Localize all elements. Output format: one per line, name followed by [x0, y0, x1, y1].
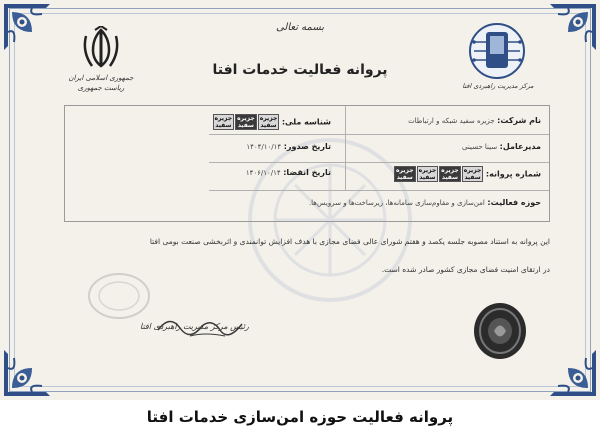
table-divider [209, 162, 549, 163]
company-row [408, 116, 541, 125]
issuer-caption-line2: ریاست جمهوری [77, 84, 125, 92]
scope-value: امن‌سازی و مقاوم‌سازی سامانه‌ها، زیرساخت‌ها و سرویس‌ها. [308, 199, 485, 207]
issue-date-value: ۱۴۰۴/۱۰/۱۴ [246, 143, 282, 151]
national-id-label: شناسه ملی: [281, 117, 331, 127]
expiry-date-value: ۱۴۰۶/۱۰/۱۴ [245, 169, 281, 177]
corner-ornament-icon [2, 348, 52, 398]
afta-logo-icon [466, 20, 528, 82]
issue-date-label: تاریخ صدور: [283, 142, 331, 151]
signatory-title: رئیس مرکز مدیریت راهبردی افتا [140, 322, 249, 331]
scope-row [309, 198, 541, 207]
corner-ornament-icon [548, 348, 598, 398]
manager-value: سینا حسینی [462, 143, 498, 151]
expiry-date-row [246, 168, 331, 177]
issuer-caption-right: مرکز مدیریت راهبردی افتا [462, 82, 534, 90]
faded-seal-icon [84, 268, 154, 323]
body-text-line2: در ارتقای امنیت فضای مجازی کشور صادر شده است. [381, 265, 550, 274]
manager-row [462, 142, 541, 151]
certificate-title: پروانه فعالیت خدمات افتا [212, 62, 388, 78]
table-divider [209, 190, 549, 191]
redaction-stamp: جزیره سفید [463, 167, 482, 181]
manager-label: مدیرعامل: [499, 142, 541, 151]
license-number-label: شماره پروانه: [485, 169, 541, 179]
national-id-row [212, 114, 331, 130]
license-number-row [393, 166, 541, 182]
body-text-line1: این پروانه به استناد مصوبه جلسه یکصد و هفتم شورای عالی فضای مجازی با هدف افزایش توانمندی و اثربخشی صنعت بومی افتا [149, 237, 550, 246]
company-label: نام شرکت: [497, 116, 541, 125]
basmala: بسمه تعالی [275, 22, 325, 33]
iran-emblem-icon [80, 26, 122, 70]
table-divider [209, 134, 549, 135]
official-seal-icon [470, 300, 530, 362]
redaction-stamp: جزیره سفید [418, 167, 437, 181]
redaction-stamp: جزیره سفید [395, 167, 414, 181]
image-caption: پروانه فعالیت حوزه امن‌سازی خدمات افتا [146, 408, 454, 426]
expiry-date-label: تاریخ انقضا: [283, 168, 331, 177]
caption-bar [0, 400, 600, 433]
scope-label: حوزه فعالیت: [487, 198, 541, 207]
company-value: جزیره سفید شبکه و ارتباطات [408, 117, 495, 125]
redaction-stamp: جزیره سفید [259, 115, 278, 129]
issue-date-row [246, 142, 331, 151]
redaction-stamp: جزیره سفید [237, 115, 255, 129]
issuer-caption-left [58, 73, 144, 93]
table-divider [345, 106, 346, 191]
redaction-stamp: جزیره سفید [441, 167, 459, 181]
redaction-stamp: جزیره سفید [214, 115, 233, 129]
issuer-caption-line1: جمهوری اسلامی ایران [68, 74, 134, 82]
license-info-table [64, 105, 550, 222]
